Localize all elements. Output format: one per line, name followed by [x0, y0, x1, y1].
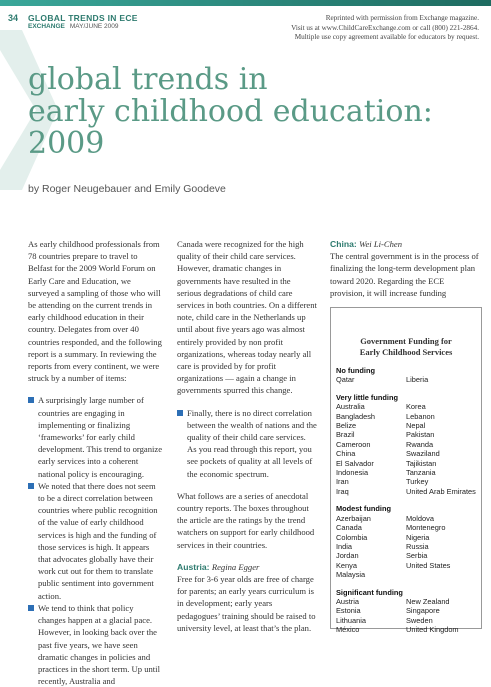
funding-row: [336, 430, 476, 439]
funding-row: [336, 487, 476, 496]
funding-row: [336, 468, 476, 477]
country-name: Austria: [177, 561, 207, 572]
funding-row: [336, 606, 476, 615]
page-number: 34: [8, 13, 19, 23]
funding-row: [336, 449, 476, 458]
country-cell: Turkey: [406, 477, 429, 487]
funding-row: [336, 421, 476, 430]
bullet-item: A surprisingly large number of countries are engaging in implementing or finalizing ‘frameworks’ for early child development. This trend to organize early services into a coherent national policy is encouraging.: [28, 394, 163, 479]
country-report-text: The central government is in the process of finalizing the long-term development plan toward 2020. Regarding the ECE provision, it will increase funding: [330, 251, 479, 298]
funding-row: [336, 570, 476, 579]
article-title: [28, 64, 478, 160]
reprint-line: Visit us at www.ChildCareExchange.com or call (800) 221-2864.: [291, 23, 479, 32]
country-cell: New Zealand: [406, 596, 450, 606]
funding-row: [336, 616, 476, 625]
title-line: 2009: [28, 126, 105, 161]
bullet-item: We noted that there does not seem to be a direct correlation between countries where public recognition of the value of early childhood services is high and the funding of those services is high. It appears that advocates globally have their work cut out for them to translate public sentiment into government action.: [28, 480, 163, 602]
funding-group: [336, 588, 476, 635]
country-cell: Kenya: [336, 560, 357, 570]
title-line: early childhood education:: [28, 94, 433, 129]
country-cell: Canada: [336, 523, 362, 533]
country-cell: Pakistan: [406, 430, 435, 440]
country-cell: Iran: [336, 477, 349, 487]
intro-paragraph: As early childhood professionals from 78 countries prepare to travel to Belfast for the 2009 World Forum on Early Care and Education, we surveyed a sampling of those who will be attending on the current trends in early childhood education in their country. Delegates from over 40 countries responded, and the following report is a summary. In reviewing the reports from every continent, we were struck by a number of items:: [28, 239, 162, 384]
country-cell: Russia: [406, 541, 429, 551]
intro-reports-paragraph: What follows are a series of anecdotal country reports. The boxes throughout the article are the ratings by the trend watchers on support for early childhood services in their countries.: [177, 490, 315, 550]
country-cell: Tanzania: [406, 468, 436, 478]
funding-row: [336, 375, 476, 384]
country-cell: Tajikistan: [406, 458, 437, 468]
funding-group: [336, 366, 476, 385]
country-cell: Lithuania: [336, 615, 366, 625]
funding-row: [336, 440, 476, 449]
funding-title-line: Early Childhood Services: [359, 347, 453, 357]
funding-row: [336, 625, 476, 634]
report-author: Regina Egger: [211, 561, 260, 572]
country-cell: Singapore: [406, 606, 440, 616]
country-cell: Malaysia: [336, 570, 366, 580]
country-cell: United States: [406, 560, 451, 570]
article-column-3: [330, 238, 480, 299]
country-cell: United Arab Emirates: [406, 486, 476, 496]
country-cell: Rwanda: [406, 439, 434, 449]
funding-category: Significant funding: [336, 587, 403, 597]
issue-date: MAY/JUNE 2009: [69, 23, 119, 30]
byline: by Roger Neugebauer and Emily Goodeve: [28, 183, 226, 195]
country-cell: Brazil: [336, 430, 355, 440]
article-column-1: [28, 238, 163, 687]
country-cell: India: [336, 541, 353, 551]
country-cell: Serbia: [406, 551, 428, 561]
funding-row: [336, 542, 476, 551]
funding-sidebar-box: [330, 307, 482, 635]
country-cell: Austria: [336, 596, 360, 606]
country-cell: Iraq: [336, 486, 349, 496]
funding-category: Modest funding: [336, 504, 392, 514]
funding-group: [336, 504, 476, 579]
title-line: global trends in: [28, 62, 268, 97]
funding-row: [336, 561, 476, 570]
country-name: China: [330, 239, 354, 249]
country-cell: Nepal: [406, 421, 426, 431]
report-author: Wei Li-Chen: [359, 239, 403, 249]
country-report-text: Free for 3-6 year olds are free of charge for parents; an early years curriculum is in development; early years pedagogues’ training should be raised to university level, at least that’s the plan.: [177, 574, 316, 633]
bullet-item: Finally, there is no direct correlation between the wealth of nations and the quality of their child care services. As you read through this report, you see pockets of quality at all levels of the economic spectrum.: [177, 407, 317, 480]
country-cell: Cameroon: [336, 439, 371, 449]
country-cell: México: [336, 625, 360, 635]
article-column-2: [177, 238, 317, 634]
country-cell: Moldova: [406, 513, 434, 523]
country-cell: Estonia: [336, 606, 361, 616]
funding-category: No funding: [336, 366, 375, 375]
funding-row: [336, 459, 476, 468]
reprint-line: Multiple use copy agreement available for educators by request.: [294, 33, 479, 41]
funding-category: Very little funding: [336, 392, 399, 402]
funding-row: [336, 523, 476, 532]
funding-row: [336, 402, 476, 411]
bullet-item: We tend to think that policy changes happen at a glacial pace. However, in looking back over the past five years, we have seen dramatic changes in policies and practices in the short term. Up until recently, Australia and: [28, 602, 163, 687]
country-cell: Azerbaijan: [336, 513, 371, 523]
header-bar: [0, 0, 491, 6]
country-cell: Colombia: [336, 532, 368, 542]
country-cell: Jordan: [336, 551, 359, 561]
country-cell: China: [336, 449, 356, 459]
country-cell: [406, 570, 476, 579]
country-cell: United Kingdom: [406, 625, 459, 635]
country-cell: Indonesia: [336, 468, 369, 478]
country-cell: Nigeria: [406, 532, 430, 542]
country-cell: Bangladesh: [336, 411, 376, 421]
funding-row: [336, 412, 476, 421]
funding-row: [336, 514, 476, 523]
magazine-name: EXCHANGE: [28, 23, 65, 30]
funding-row: [336, 477, 476, 486]
reprint-notice: [219, 14, 479, 43]
reprint-line: Reprinted with permission from Exchange magazine.: [325, 14, 479, 22]
country-cell: Lebanon: [406, 411, 435, 421]
funding-box-title: [336, 336, 476, 358]
funding-row: [336, 597, 476, 606]
country-cell: Swaziland: [406, 449, 440, 459]
country-cell: El Salvador: [336, 458, 374, 468]
country-cell: Montenegro: [406, 523, 446, 533]
funding-row: [336, 551, 476, 560]
country-cell: Sweden: [406, 615, 433, 625]
country-cell: Belize: [336, 421, 357, 431]
magazine-issue-line: [28, 23, 119, 30]
funding-group: [336, 393, 476, 496]
funding-row: [336, 533, 476, 542]
country-report-china: China: Wei Li-Chen The central government is in the process of finalizing the long-term development plan toward 2020. Regarding the ECE provision, it will increase funding: [330, 239, 479, 298]
country-cell: Australia: [336, 402, 365, 412]
funding-groups: [336, 366, 476, 635]
country-cell: Korea: [406, 402, 426, 412]
country-cell: Qatar: [336, 375, 355, 385]
country-cell: Liberia: [406, 375, 429, 385]
country-report-austria: Austria: Regina Egger Free for 3-6 year olds are free of charge for parents; an early years curriculum is in development; early years pedagogues’ training should be raised to university level, at least that’s the plan.: [177, 561, 316, 633]
magazine-section-title: GLOBAL TRENDS IN ECE: [28, 13, 138, 23]
continuation-paragraph: Canada were recognized for the high quality of their child care services. However, dramatic changes in governments have resulted in the serious degradations of child care services in both countries. On a different note, child care in the Netherlands up until about five years ago was almost entirely provided by non profit organizations, whereas today nearly all care is provided by for profit organizations — again a change in governments spurred this change.: [177, 239, 317, 396]
funding-title-line: Government Funding for: [360, 336, 452, 346]
